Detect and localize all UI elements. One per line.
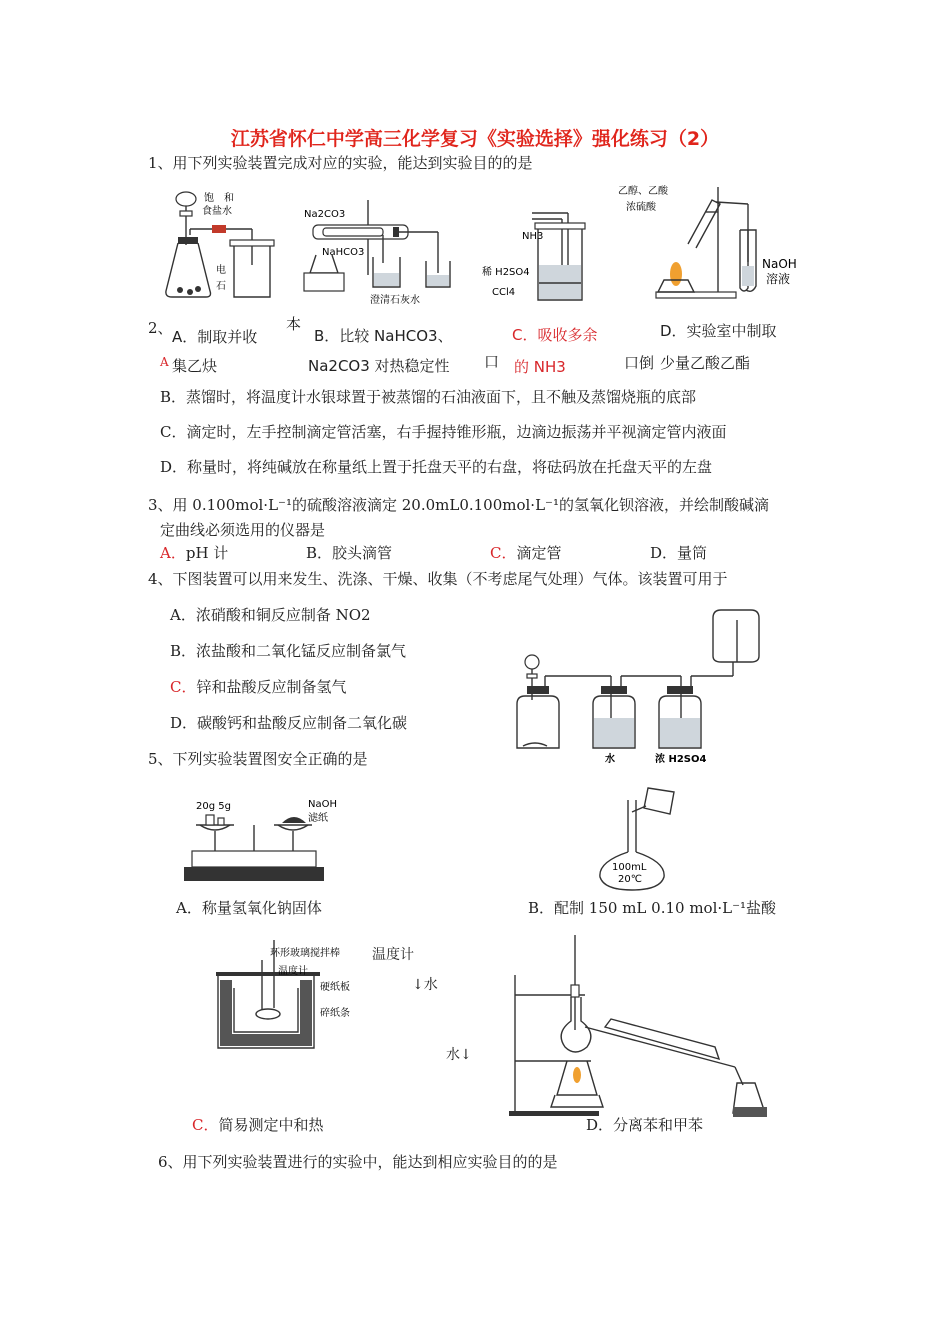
q5-option-d <box>586 1115 703 1135</box>
q1-option-b-line1: B．比较 NaHCO3、 <box>314 327 453 345</box>
q5c-label-2: 温度计 <box>278 966 308 977</box>
q1-option-d-line1: D．实验室中制取 <box>660 322 777 340</box>
q1-option-c-line1: C．吸收多余 <box>512 326 598 344</box>
q1-stem: 1、用下列实验装置完成对应的实验，能达到实验目的的是 <box>148 154 533 172</box>
page-title: 江苏省怀仁中学高三化学复习《实验选择》强化练习（2） <box>230 128 720 150</box>
q5-option-b-letter: B． <box>528 899 555 917</box>
q1-option-c-line2: 的 NH3 <box>514 358 566 376</box>
q1c-label-1: NH3 <box>522 231 544 242</box>
q5c-label-1: 环形玻璃搅拌棒 <box>270 948 340 959</box>
q4-option-b-letter: B． <box>170 642 197 660</box>
q5d-water-out <box>446 1045 472 1065</box>
q2-fragment-2: A <box>160 355 169 369</box>
q5-figure-b <box>590 782 700 892</box>
q4-option-c-letter: C． <box>170 678 197 696</box>
q1a-label-2: 食盐水 <box>202 206 232 217</box>
q4-option-d-letter: D． <box>170 714 198 732</box>
q1a-label-4: 石 <box>216 281 226 292</box>
q3-option-a <box>160 543 228 563</box>
q1-figure-a <box>160 185 280 305</box>
q4-option-a-text: 浓硝酸和铜反应制备 NO2 <box>195 606 371 624</box>
q1b-label-2: NaHCO3 <box>322 247 365 258</box>
q5-option-d-letter: D． <box>586 1116 614 1134</box>
q3-option-b-letter: B． <box>306 544 333 562</box>
q3-option-b <box>306 543 392 563</box>
q1a-label-3: 电 <box>216 265 226 276</box>
q3-option-d-letter: D． <box>650 544 678 562</box>
q5-option-c <box>192 1115 324 1135</box>
q5-option-b <box>528 898 776 918</box>
q5-stem: 5、下列实验装置图安全正确的是 <box>148 750 368 768</box>
q1-option-a-line2: 集乙炔 <box>172 357 218 375</box>
q2-option-b: B．蒸馏时，将温度计水银球置于被蒸馏的石油液面下，且不触及蒸馏烧瓶的底部 <box>160 388 697 406</box>
q4-option-a-letter: A． <box>170 606 196 624</box>
q2-option-c: C．滴定时，左手控制滴定管活塞，右手握持锥形瓶，边滴边振荡并平视滴定管内液面 <box>160 423 727 441</box>
q1-figure-d <box>618 182 818 302</box>
q4-option-d <box>170 713 407 733</box>
q1a-label-1: 饱 和 <box>204 193 234 204</box>
q5-option-a-letter: A． <box>176 899 202 917</box>
arrow-down-icon: ↓ <box>412 977 424 993</box>
q1c-label-2: 稀 H2SO4 <box>482 267 530 278</box>
q3-option-d-text: 量筒 <box>677 544 708 562</box>
q1d-label-2: 浓硫酸 <box>626 202 656 213</box>
arrow-down-icon: ↓ <box>460 1047 472 1063</box>
q5-figure-d <box>505 935 775 1120</box>
q3-option-c-text: 滴定管 <box>516 544 562 562</box>
q1-figure-c <box>480 205 590 305</box>
q4-option-c <box>170 677 347 697</box>
q2-number: 2、 <box>148 319 173 337</box>
q5b-label-2: 20℃ <box>618 874 642 885</box>
q2-fragment-1: 本 <box>286 315 302 333</box>
q2-fragment-4: 口倒 <box>624 354 655 372</box>
q2-fragment-3: 口 <box>484 353 500 371</box>
q5c-label-3: 硬纸板 <box>320 982 350 993</box>
q5d-water-in <box>412 975 438 995</box>
q5b-label-1: 100mL <box>612 862 647 873</box>
q5a-label-1: 20g 5g <box>196 801 231 812</box>
q4-stem: 4、下图装置可以用来发生、洗涤、干燥、收集（不考虑尾气处理）气体。该装置可用于 <box>148 570 728 588</box>
q3-option-a-letter: A． <box>160 544 186 562</box>
q5-option-c-text: 简易测定中和热 <box>218 1116 324 1134</box>
q4-option-b <box>170 641 406 661</box>
q1d-label-1: 乙醇、乙酸 <box>618 186 668 197</box>
q1-figure-b <box>298 195 458 305</box>
q4-label-acid: 浓 H2SO4 <box>655 754 707 765</box>
q1-option-a-line1: A．制取并收 <box>172 328 258 346</box>
q4-figure <box>505 600 775 770</box>
q5-figure-a <box>182 795 342 890</box>
q5d-water-out-label: 水 <box>446 1047 460 1063</box>
q5-option-c-letter: C． <box>192 1116 219 1134</box>
q4-option-d-text: 碳酸钙和盐酸反应制备二氧化碳 <box>197 714 408 732</box>
q3-stem-line1: 3、用 0.100mol·L⁻¹的硫酸溶液滴定 20.0mL0.100mol·L⁻¹的氢氧化钡溶液，并绘制酸碱滴 <box>148 496 769 514</box>
q5-option-a <box>176 898 322 918</box>
q1b-label-1: Na2CO3 <box>304 209 346 220</box>
q5c-label-4: 碎纸条 <box>320 1008 350 1019</box>
q1d-label-4: 溶液 <box>766 272 791 286</box>
q4-option-c-text: 锌和盐酸反应制备氢气 <box>196 678 347 696</box>
q3-option-a-text: pH 计 <box>185 544 229 562</box>
q3-option-c-letter: C． <box>490 544 517 562</box>
q3-option-c <box>490 543 562 563</box>
q6-stem: 6、用下列实验装置进行的实验中，能达到相应实验目的的是 <box>158 1153 558 1171</box>
q5-option-b-text: 配制 150 mL 0.10 mol·L⁻¹盐酸 <box>554 899 777 917</box>
q5a-label-3: 滤纸 <box>308 813 328 824</box>
q1-option-b-line2: Na2CO3 对热稳定性 <box>308 357 450 375</box>
q2-option-d: D．称量时，将纯碱放在称量纸上置于托盘天平的右盘，将砝码放在托盘天平的左盘 <box>160 458 713 476</box>
q4-option-b-text: 浓盐酸和二氧化锰反应制备氯气 <box>196 642 407 660</box>
q5-option-a-text: 称量氢氧化钠固体 <box>201 899 322 917</box>
q1-option-d-line2: 少量乙酸乙酯 <box>660 354 751 372</box>
q3-stem-line2: 定曲线必须选用的仪器是 <box>160 521 326 539</box>
q3-option-b-text: 胶头滴管 <box>332 544 393 562</box>
q1d-label-3: NaOH <box>762 257 797 271</box>
q5a-label-2: NaOH <box>308 799 337 810</box>
q3-option-d <box>650 543 707 563</box>
q5-figure-c <box>214 940 364 1050</box>
q5d-label-thermometer: 温度计 <box>372 947 414 963</box>
q1c-label-3: CCl4 <box>492 287 516 298</box>
q1b-label-3: 澄清石灰水 <box>370 295 420 306</box>
q4-option-a <box>170 605 371 625</box>
q5d-water-in-label: 水 <box>423 977 438 993</box>
q5-option-d-text: 分离苯和甲苯 <box>613 1116 704 1134</box>
q4-label-water: 水 <box>605 754 615 765</box>
